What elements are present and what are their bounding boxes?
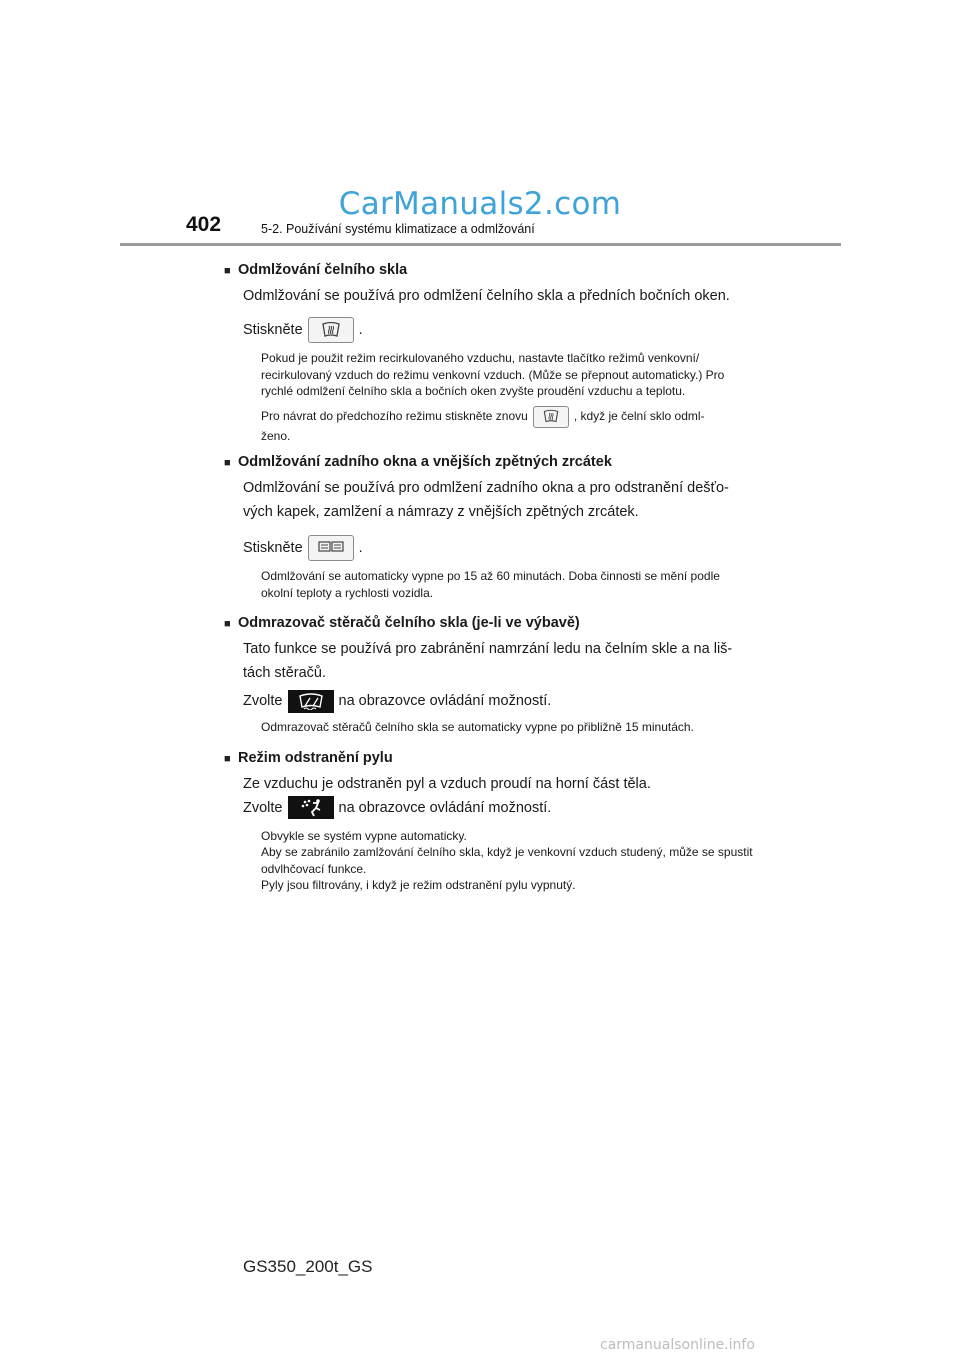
section-title: 5-2. Používání systému klimatizace a odmlžování <box>261 222 535 236</box>
pollen-removal-icon <box>296 798 326 818</box>
body-paragraph: Tato funkce se používá pro zabránění namrzání ledu na čelním skle a na liš- tách stěračů. <box>243 641 733 681</box>
rear-window-defogger-icon <box>318 541 344 555</box>
note-line: Pyly jsou filtrovány, i když je režim odstranění pylu vypnutý. <box>261 878 576 892</box>
pollen-removal-option[interactable] <box>288 796 334 819</box>
section-heading-pollen-removal <box>224 750 754 766</box>
note-text: Pro návrat do předchozího režimu stiskněte znovu <box>261 409 528 424</box>
note-text: Odmrazovač stěračů čelního skla se automaticky vypne po přibližně 15 minutách. <box>261 720 694 734</box>
note-text: , když je čelní sklo odml- <box>573 409 705 424</box>
select-label: Zvolte <box>243 693 283 709</box>
square-bullet-icon: ■ <box>224 265 231 277</box>
select-instruction <box>243 796 754 820</box>
select-tail: na obrazovce ovládání možností. <box>338 799 552 816</box>
watermark-carmanualsonline: carmanualsonline.info <box>600 1337 755 1353</box>
heading-text: Odmlžování zadního okna a vnějších zpětných zrcátek <box>238 454 612 470</box>
wiper-deicer-icon <box>296 692 326 710</box>
note-line: Aby se zabránilo zamlžování čelního skla, když je venkovní vzduch studený, může se spustit odvlhčovací funkce. <box>261 845 753 876</box>
press-label: Stiskněte <box>243 322 303 338</box>
select-tail: na obrazovce ovládání možností. <box>338 693 552 709</box>
note-return-line <box>261 406 754 428</box>
footer-model-code: GS350_200t_GS <box>243 1257 373 1276</box>
square-bullet-icon: ■ <box>224 457 231 469</box>
watermark-carmanuals2: CarManuals2.com <box>338 186 622 222</box>
rear-defogger-button[interactable] <box>308 535 354 561</box>
note-text: Pokud je použit režim recirkulovaného vzduchu, nastavte tlačítko režimů venkovní/ recirkulovaný vzduch do režimu venkovní vzduch. (Může se přepnout automaticky.) Pro rychlé odmlžení čelního skla a bočních oken zvyšte proudění vzduchu a teplotu. <box>261 351 725 398</box>
windshield-defogger-icon <box>541 409 561 424</box>
heading-text: Režim odstranění pylu <box>238 749 393 766</box>
select-label: Zvolte <box>243 799 283 816</box>
section-heading-wiper-deicer <box>224 615 754 631</box>
note-text: ženo. <box>261 428 291 443</box>
windshield-defogger-button[interactable] <box>308 317 354 343</box>
note-text: Odmlžování se automaticky vypne po 15 až 60 minutách. Doba činnosti se mění podle okolní teploty a rychlosti vozidla. <box>261 569 720 600</box>
press-instruction: Stiskněte . <box>243 532 754 564</box>
body-paragraph: Ze vzduchu je odstraněn pyl a vzduch proudí na horní část těla. <box>243 775 651 792</box>
section-heading-rear-defog <box>224 454 754 470</box>
square-bullet-icon: ■ <box>224 752 231 765</box>
windshield-defogger-button-small[interactable] <box>533 406 569 428</box>
body-paragraph: Odmlžování se používá pro odmlžení čelního skla a předních bočních oken. <box>243 288 730 304</box>
page-content <box>224 256 754 894</box>
select-instruction <box>243 685 754 717</box>
heading-text: Odmrazovač stěračů čelního skla (je-li ve výbavě) <box>238 615 580 631</box>
windshield-defogger-icon <box>319 321 343 339</box>
square-bullet-icon: ■ <box>224 618 231 630</box>
note-line: Obvykle se systém vypne automaticky. <box>261 828 467 843</box>
body-paragraph: Odmlžování se používá pro odmlžení zadního okna a pro odstranění dešťo- vých kapek, zamlžení a námrazy z vnějších zpětných zrcátek. <box>243 480 729 520</box>
wiper-deicer-option[interactable] <box>288 690 334 713</box>
press-instruction: Stiskněte . <box>243 314 754 346</box>
press-label: Stiskněte <box>243 540 303 556</box>
heading-text: Odmlžování čelního skla <box>238 262 408 278</box>
page-number: 402 <box>186 213 222 236</box>
section-heading-windshield-defog <box>224 262 754 278</box>
header-divider <box>120 243 841 246</box>
